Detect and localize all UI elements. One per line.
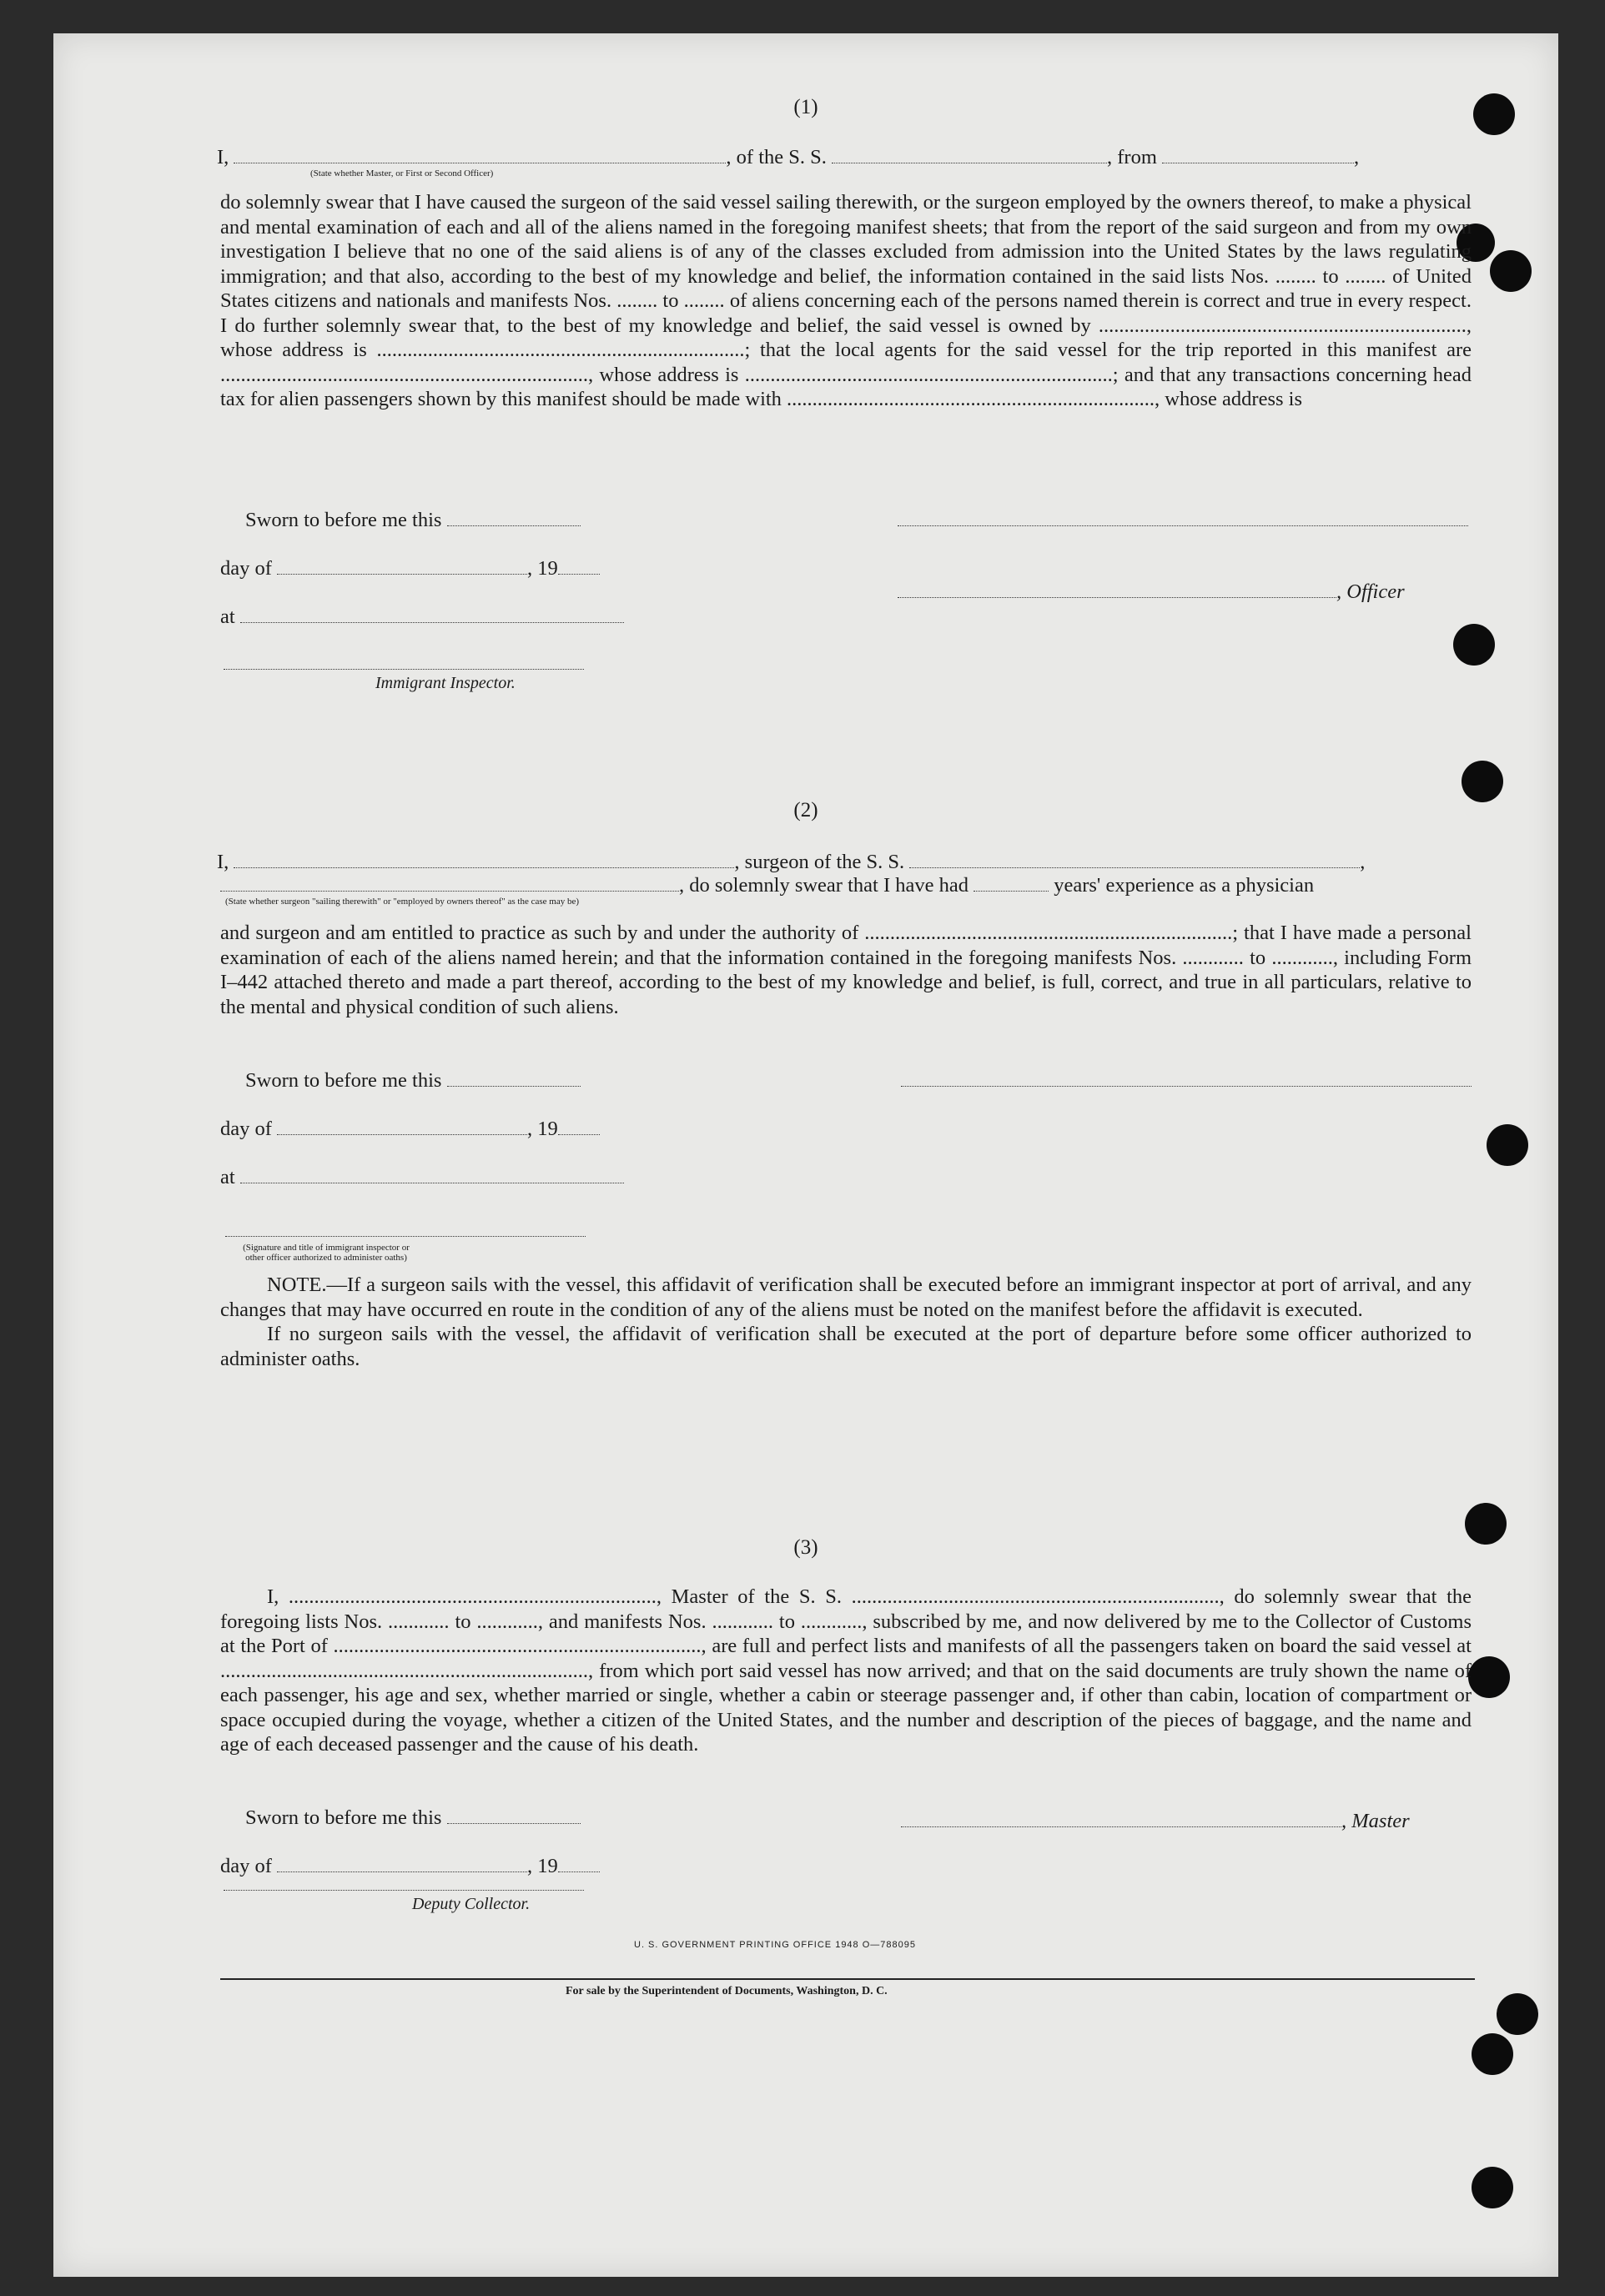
section-2-notes <box>220 1273 1472 1371</box>
text: , of the S. S. <box>726 146 827 168</box>
signature-line-inspector[interactable] <box>224 669 584 670</box>
blank-month-2[interactable] <box>277 1119 527 1135</box>
sworn-label-2 <box>245 1069 581 1093</box>
text: years' experience as a physician <box>1054 874 1315 897</box>
footer-sale-notice: For sale by the Superintendent of Documents, Washington, D. C. <box>566 1985 888 1997</box>
section-1-body <box>220 190 1472 412</box>
blank-years-experience[interactable] <box>974 876 1049 892</box>
caption-surgeon-type: (State whether surgeon "sailing therewith" or "employed by owners thereof" as the case may be) <box>225 897 580 907</box>
blank-sworn-date-2[interactable] <box>447 1071 581 1087</box>
signature-line-collector[interactable] <box>224 1890 584 1891</box>
section-3-number: (3) <box>793 1536 818 1559</box>
blank-vessel-name-2[interactable] <box>909 852 1360 868</box>
section-2-body <box>220 921 1472 1019</box>
blank-master-signature[interactable] <box>901 1811 1341 1827</box>
blank-year-2[interactable] <box>558 1119 600 1135</box>
blank-officer-rank[interactable] <box>234 148 726 163</box>
at-line-1 <box>220 605 624 629</box>
signature-line-surgeon[interactable] <box>901 1086 1472 1087</box>
text: Sworn to before me this <box>245 509 442 531</box>
text: at <box>220 605 235 628</box>
day-of-line-1 <box>220 557 600 580</box>
section-2-number: (2) <box>793 799 818 821</box>
text: day of <box>220 1118 272 1140</box>
section-1-number: (1) <box>793 96 818 118</box>
text: Sworn to before me this <box>245 1806 442 1829</box>
blank-surgeon-type[interactable] <box>220 876 679 892</box>
text: I, <box>217 146 229 168</box>
at-line-2 <box>220 1166 624 1189</box>
section-2-first-line <box>217 851 1365 874</box>
text: at <box>220 1166 235 1188</box>
text: , Master <box>1341 1810 1410 1832</box>
caption-officer-rank: (State whether Master, or First or Second Officer) <box>310 168 494 178</box>
document-page <box>53 33 1558 2277</box>
day-of-line-3 <box>220 1855 600 1878</box>
text: , do solemnly swear that I have had <box>679 874 969 897</box>
punch-hole <box>1453 624 1495 666</box>
deputy-collector-label: Deputy Collector. <box>412 1895 531 1913</box>
text: , 19 <box>527 1855 558 1877</box>
blank-place-2[interactable] <box>240 1168 624 1183</box>
immigrant-inspector-label: Immigrant Inspector. <box>375 674 516 692</box>
punch-hole <box>1487 1124 1528 1166</box>
text: , from <box>1107 146 1157 168</box>
blank-surgeon-name[interactable] <box>234 852 734 868</box>
text: Sworn to before me this <box>245 1069 442 1092</box>
blank-vessel-name[interactable] <box>832 148 1107 163</box>
text: day of <box>220 557 272 580</box>
master-signature <box>901 1810 1410 1833</box>
day-of-line-2 <box>220 1118 600 1141</box>
section-2-paragraph: and surgeon and am entitled to practice as such by and under the authority of ........................................................................; that I have made a personal examination of each of the aliens named herein; and that the information contained in the foregoing manifests Nos. ............ to ............, including Form I–442 attached thereto and made a part thereof, according to the best of my knowledge and belief, is full, correct, and true in all particulars, relative to the mental and physical condition of such aliens. <box>220 922 1472 1018</box>
sworn-label-1 <box>245 509 581 532</box>
text: day of <box>220 1855 272 1877</box>
blank-month-3[interactable] <box>277 1856 527 1872</box>
footer-rule <box>220 1978 1475 1980</box>
signature-line-authorized-officer[interactable] <box>225 1236 586 1237</box>
blank-departure-port[interactable] <box>1162 148 1354 163</box>
punch-hole <box>1468 1656 1510 1698</box>
blank-month-1[interactable] <box>277 559 527 575</box>
signature-line-master-1[interactable] <box>898 525 1468 526</box>
caption-authorized-officer: (Signature and title of immigrant inspector or other officer authorized to administer oaths) <box>243 1243 410 1263</box>
punch-hole <box>1472 2033 1513 2075</box>
section-1-paragraph: do solemnly swear that I have caused the surgeon of the said vessel sailing therewith, or the surgeon employed by the owners thereof, to make a physical and mental examination of each and all of the aliens named in the foregoing manifest sheets; that from the report of the said surgeon and from my own investigation I believe that no one of the said aliens is of any of the classes excluded from admission into the United States by the laws regulating immigration; and that also, according to the best of my knowledge and belief, the information contained in the said lists Nos. ........ to ........ of United States citizens and nationals and manifests Nos. ........ to ........ of aliens concerning each of the persons named therein is correct and true in every respect. I do further solemnly swear that, to the best of my knowledge and belief, the said vessel is owned by ........................................................................, whose address is ........................................................................; that the local agents for the said vessel for the trip reported in this manifest are ........................................................................, whose address is ........................................................................; and that any transactions concerning head tax for alien passengers shown by this manifest should be made with ........................................................................, whose address is <box>220 191 1472 410</box>
text: , 19 <box>527 557 558 580</box>
section-3-body <box>220 1585 1472 1757</box>
officer-signature-1 <box>898 580 1405 604</box>
blank-sworn-date-3[interactable] <box>447 1808 581 1824</box>
text: , 19 <box>527 1118 558 1140</box>
section-1-first-line <box>217 146 1359 169</box>
sworn-label-3 <box>245 1806 581 1830</box>
blank-sworn-date-1[interactable] <box>447 510 581 526</box>
blank-officer-signature[interactable] <box>898 582 1336 598</box>
text: , <box>1354 146 1360 168</box>
blank-year-3[interactable] <box>558 1856 600 1872</box>
punch-hole <box>1490 250 1532 292</box>
section-3-paragraph: I, ........................................................................, Master of the S. S. ........................................................................, do solemnly swear that the foregoing lists Nos. ............ to ............, and manifests Nos. ............ to ............, subscribed by me, and now delivered by me to the Collector of Customs at the Port of ........................................................................, are full and perfect lists and manifests of all the passengers taken on board the said vessel at ........................................................................, from which port said vessel has now arrived; and that on the said documents are truly shown the name of each passenger, his age and sex, whether married or single, whether a cabin or steerage passenger and, if other than cabin, location of compartment or space occupied during the voyage, whether a citizen of the United States, and the number and description of the pieces of baggage, and the name and age of each deceased passenger and the cause of his death. <box>220 1585 1472 1756</box>
text: , <box>1360 851 1366 873</box>
note-surgeon-sails: NOTE.—If a surgeon sails with the vessel, this affidavit of verification shall be executed before an immigrant inspector at port of arrival, and any changes that may have occurred en route in the condition of any of the aliens must be noted on the manifest before the affidavit is executed. <box>220 1274 1472 1321</box>
printer-imprint: U. S. GOVERNMENT PRINTING OFFICE 1948 O—788095 <box>634 1940 916 1950</box>
punch-hole <box>1497 1993 1538 2035</box>
note-no-surgeon: If no surgeon sails with the vessel, the affidavit of verification shall be executed at the port of departure before some officer authorized to administer oaths. <box>220 1323 1472 1370</box>
punch-hole <box>1472 2167 1513 2208</box>
section-2-second-line <box>220 874 1314 897</box>
blank-place-1[interactable] <box>240 607 624 623</box>
punch-hole <box>1462 761 1503 802</box>
text: , Officer <box>1336 580 1405 603</box>
blank-year-1[interactable] <box>558 559 600 575</box>
text: I, <box>217 851 229 873</box>
text: , surgeon of the S. S. <box>734 851 905 873</box>
